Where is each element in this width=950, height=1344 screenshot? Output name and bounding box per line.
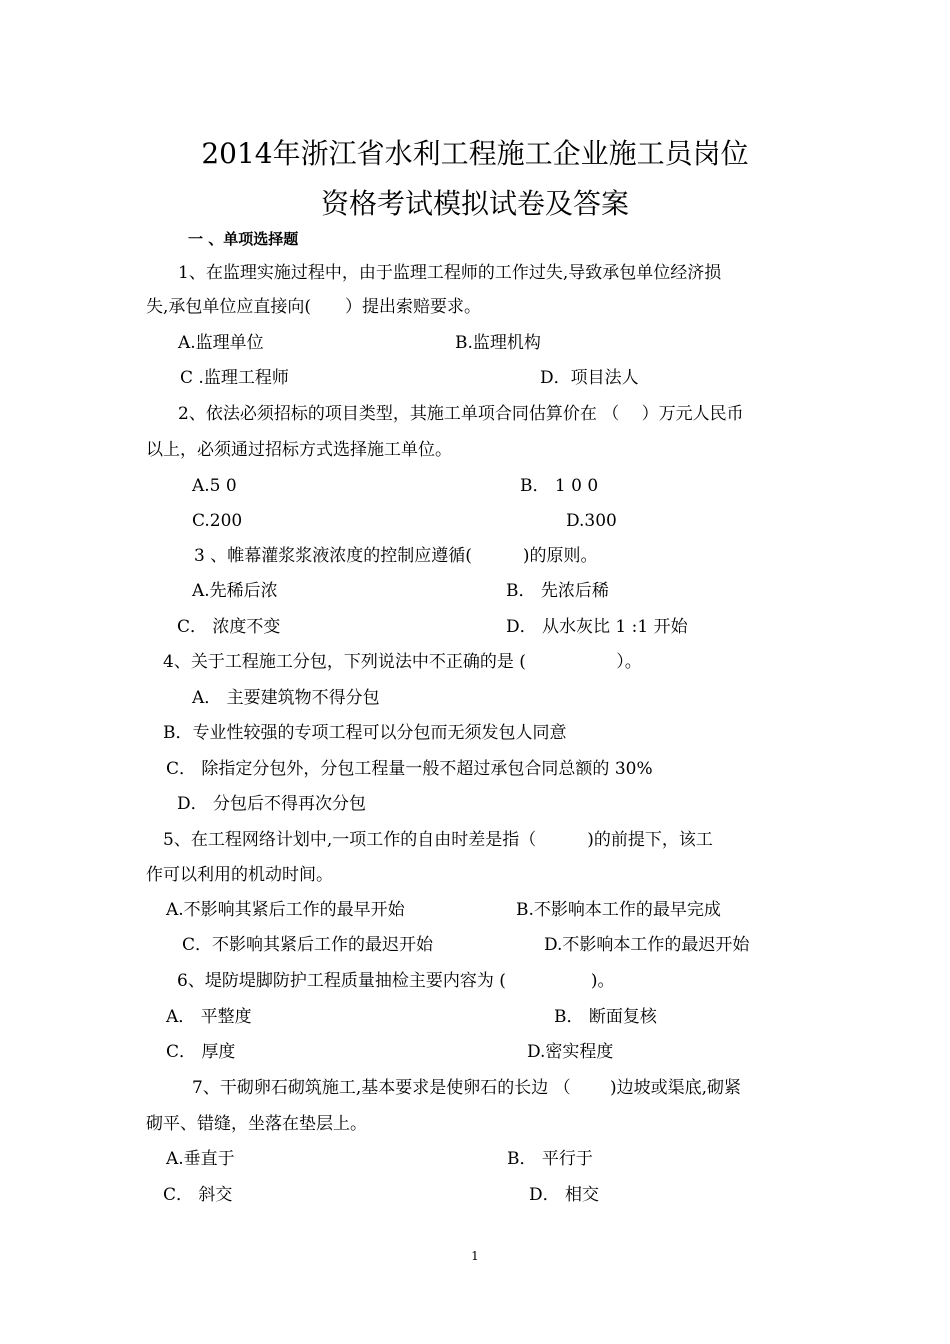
question-3-option-a: A.先稀后浓 [192,581,278,601]
question-6-option-b: B． 断面复核 [554,1007,657,1027]
question-3-option-c: C． 浓度不变 [177,617,281,637]
document-title-line-1: 2014年浙江省水利工程施工企业施工员岗位 [201,137,749,170]
question-7-stem-line-1: 7、干砌卵石砌筑施工,基本要求是使卵石的长边 （ )边坡或渠底,砌紧 [192,1078,742,1098]
question-5-option-b: B.不影响本工作的最早完成 [516,900,721,920]
question-2-option-d: D.300 [566,511,617,531]
question-3-option-b: B． 先浓后稀 [506,581,609,601]
question-1-option-d: D．项目法人 [540,368,639,388]
question-4-option-c: C． 除指定分包外，分包工程量一般不超过承包合同总额的 30% [166,759,653,779]
question-1-option-a: A.监理单位 [178,333,264,353]
question-6-stem-line-1: 6、堤防堤脚防护工程质量抽检主要内容为 ( )。 [177,971,615,991]
question-5-stem-line-2: 作可以利用的机动时间。 [146,865,333,885]
question-3-option-d: D． 从水灰比 1 :1 开始 [506,617,688,637]
question-1-option-b: B.监理机构 [455,333,541,353]
question-2-option-b: B． 1 0 0 [520,476,599,496]
question-7-option-d: D． 相交 [529,1185,600,1205]
question-7-option-a: A.垂直于 [166,1149,235,1169]
question-6-option-c: C． 厚度 [166,1042,236,1062]
question-6-option-d: D.密实程度 [527,1042,614,1062]
question-5-option-d: D.不影响本工作的最迟开始 [544,935,750,955]
question-1-stem-line-1: 1、在监理实施过程中，由于监理工程师的工作过失,导致承包单位经济损 [178,263,722,283]
document-title-line-2: 资格考试模拟试卷及答案 [320,187,629,220]
question-1-option-c: C .监理工程师 [180,368,289,388]
question-1-stem-line-2: 失,承包单位应直接向( ）提出索赔要求。 [146,297,482,317]
question-5-option-a: A.不影响其紧后工作的最早开始 [166,900,405,920]
question-2-stem-line-1: 2、依法必须招标的项目类型，其施工单项合同估算价在 （ ）万元人民币 [178,404,744,424]
question-4-stem-line-1: 4、关于工程施工分包，下列说法中不正确的是 ( ）。 [163,652,642,672]
question-7-option-c: C． 斜交 [163,1185,233,1205]
question-2-option-a: A.5 0 [192,476,237,496]
section-heading: 一 、单项选择题 [188,230,299,248]
question-7-stem-line-2: 砌平、错缝，坐落在垫层上。 [146,1114,367,1134]
page-number: 1 [471,1249,479,1263]
question-5-stem-line-1: 5、在工程网络计划中,一项工作的自由时差是指（ )的前提下，该工 [163,830,713,850]
question-2-option-c: C.200 [192,511,243,531]
question-3-stem-line-1: 3 、帷幕灌浆浆液浓度的控制应遵循( )的原则。 [194,546,598,566]
question-4-option-a: A． 主要建筑物不得分包 [192,688,380,708]
question-2-stem-line-2: 以上，必须通过招标方式选择施工单位。 [146,440,452,460]
question-5-option-c: C．不影响其紧后工作的最迟开始 [182,935,434,955]
question-4-option-d: D． 分包后不得再次分包 [177,794,367,814]
question-4-option-b: B．专业性较强的专项工程可以分包而无须发包人同意 [163,723,567,743]
question-6-option-a: A． 平整度 [166,1007,252,1027]
question-7-option-b: B． 平行于 [507,1149,593,1169]
